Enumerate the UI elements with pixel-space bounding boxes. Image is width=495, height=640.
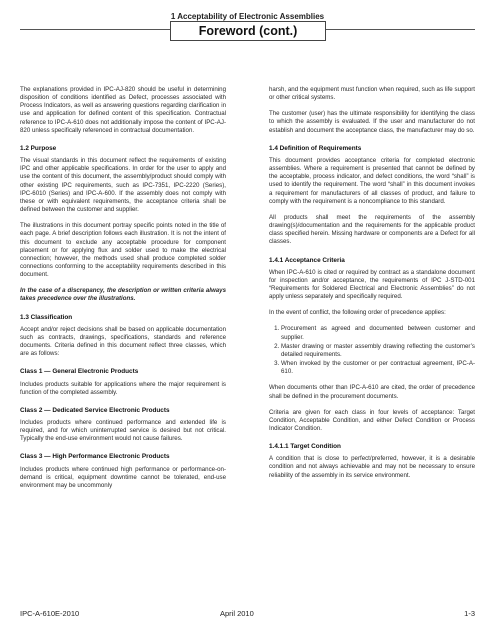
purpose-paragraph-1: The visual standards in this document reflect the requirements of existing IPC and other applicable specifications. In order for the user to apply and use the content of this document, the assembly/product should comply with other existing IPC requirements, such as IPC-7351, IPC-2220 (Series), IPC-6010 (Series) and IPC-A-600. If the assembly does not comply with these or with equivalent requirements, the acceptance criteria shall be defined between the customer and supplier. [20,157,226,214]
footer-date: April 2010 [220,609,254,618]
section-header: 1 Acceptability of Electronic Assemblies [170,12,325,21]
acceptance-paragraph-2: In the event of conflict, the following order of precedence applies: [269,309,446,317]
class3-continued-paragraph: harsh, and the equipment must function when required, such as life support or other critical systems. [269,86,475,102]
acceptance-paragraph-4: Criteria are given for each class in four levels of acceptance: Target Condition, Acceptable Condition, and either Defect Condition or Process Indicator Condition. [269,408,475,432]
acceptance-paragraph-1: When IPC-A-610 is cited or required by contract as a standalone document for inspection and/or acceptance, the requirements of IPC J-STD-001 “Requirements for Soldered Electrical and Electronic Assemblies” do not apply unless separately and specifically required. [269,268,475,301]
right-column [269,86,475,488]
footer-document-id: IPC-A-610E-2010 [20,609,80,618]
title-rule-right [325,29,475,30]
class1-heading: Class 1 — General Electronic Products [20,368,139,376]
intro-paragraph: The explanations provided in IPC-AJ-820 should be useful in determining disposition of conditions identified as Defect, processes associated with Process Indicators, as well as answering questions regarding clarification in use and application for defined content of this specification. Contractual reference to IPC-A-610 does not additionally impose the content of IPC-AJ-820 unless specifically referenced in contractual documentation. [20,86,226,134]
definition-paragraph-2: All products shall meet the requirements of the assembly drawing(s)/documentation and the requirements for the applicable product class specified herein. Missing hardware or components are a Defect for all classes. [269,213,475,246]
acceptance-heading: 1.4.1 Acceptance Criteria [269,256,345,264]
target-heading: 1.4.1.1 Target Condition [269,443,341,451]
purpose-paragraph-3: In the case of a discrepancy, the description or written criteria always takes precedence over the illustrations. [20,287,226,303]
list-item: 2. Master drawing or master assembly drawing reflecting the customer’s detailed requirements. [281,343,475,359]
left-column [20,86,226,498]
classification-paragraph: Accept and/or reject decisions shall be based on applicable documentation such as contracts, drawings, specifications, standards and reference documents. Criteria defined in this document reflect three classes, which are as follows: [20,325,226,358]
classification-heading: 1.3 Classification [20,313,73,321]
definition-heading: 1.4 Definition of Requirements [269,144,362,152]
definition-paragraph-1: This document provides acceptance criteria for completed electronic assemblies. Where a requirement is presented that cannot be defined by the acceptable, process indicator, and defect conditions, the word “shall” is used to identify the requirement. The word “shall” in this document invokes a requirement for manufacturers of all classes of product, and failure to comply with the requirement is a noncompliance to this standard. [269,156,475,205]
class2-paragraph: Includes products where continued performance and extended life is required, and for which uninterrupted service is desired but not critical. Typically the end-use environment would not cause failures. [20,419,226,443]
target-paragraph: A condition that is close to perfect/preferred, however, it is a desirable condition and not always achievable and may not be necessary to ensure reliability of the assembly in its service environment. [269,455,475,479]
purpose-heading: 1.2 Purpose [20,144,57,152]
page-title: Foreword (cont.) [170,21,326,41]
class1-paragraph: Includes products suitable for applications where the major requirement is function of the completed assembly. [20,380,226,396]
footer-page-number: 1-3 [464,609,475,618]
list-item: 3. When invoked by the customer or per contractual agreement, IPC-A-610. [281,360,475,376]
class2-heading: Class 2 — Dedicated Service Electronic Products [20,406,170,414]
acceptance-paragraph-3: When documents other than IPC-A-610 are cited, the order of precedence shall be defined in the procurement documents. [269,384,475,400]
customer-paragraph: The customer (user) has the ultimate responsibility for identifying the class to which the assembly is evaluated. If the user and manufacturer do not establish and document the acceptance class, the manufacturer may do so. [269,110,475,134]
list-item: 1. Procurement as agreed and documented between customer and supplier. [281,325,475,341]
class3-paragraph: Includes products where continued high performance or performance-on-demand is critical, equipment downtime cannot be tolerated, end-use environment may be uncommonly [20,465,226,489]
precedence-list [269,325,475,376]
class3-heading: Class 3 — High Performance Electronic Products [20,453,170,461]
title-rule-left [20,29,170,30]
purpose-paragraph-2: The illustrations in this document portray specific points noted in the title of each page. A brief description follows each illustration. It is not the intent of this document to exclude any acceptable procedure for component placement or for applying flux and solder used to make the electrical connection; however, the methods used shall produce completed solder connections conforming to the acceptability requirements described in this document. [20,222,226,279]
